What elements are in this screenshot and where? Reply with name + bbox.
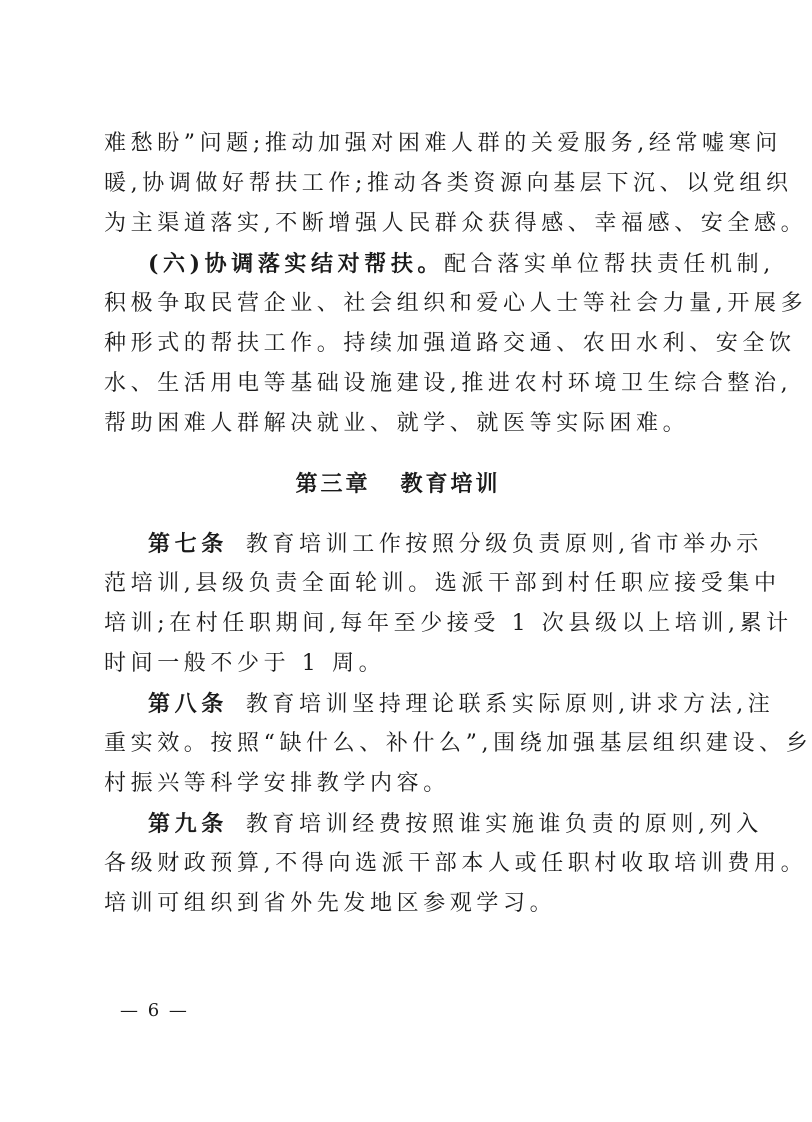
document-body (104, 124, 812, 924)
intro-line-1: 难愁盼”问题;推动加强对困难人群的关爱服务,经常嘘寒问 (104, 131, 782, 156)
article-seven-head: 第七条 (148, 531, 228, 557)
article-eight-text-1: 教育培训坚持理论联系实际原则,讲求方法,注 (245, 692, 775, 717)
article-eight-line-2: 重实效。按照“缺什么、补什么”,围绕加强基层组织建设、乡 (104, 731, 812, 756)
article-nine-head: 第九条 (148, 811, 228, 837)
intro-line-2: 暖,协调做好帮扶工作;推动各类资源向基层下沉、以党组织 (104, 171, 793, 196)
section-six-line-1 (104, 244, 775, 284)
chapter-number: 第三章 (295, 471, 371, 497)
page-number: — 6 — (120, 1000, 189, 1021)
article-nine-line-3: 培训可组织到省外先发地区参观学习。 (104, 891, 557, 916)
section-six-line-4: 水、生活用电等基础设施建设,推进农村环境卫生综合整治, (104, 371, 793, 396)
section-six-text-1: 配合落实单位帮扶责任机制, (444, 252, 775, 277)
section-six-heading: (六)协调落实结对帮扶。 (148, 251, 445, 277)
section-six-line-5: 帮助困难人群解决就业、就学、就医等实际困难。 (104, 411, 690, 436)
article-seven-line-4: 时间一般不少于 1 周。 (104, 651, 386, 676)
section-six-line-3: 种形式的帮扶工作。持续加强道路交通、农田水利、安全饮 (104, 331, 796, 356)
section-six-line-2: 积极争取民营企业、社会组织和爱心人士等社会力量,开展多 (104, 291, 808, 316)
article-eight-line-3: 村振兴等科学安排教学内容。 (104, 771, 450, 796)
intro-line-3: 为主渠道落实,不断增强人民群众获得感、幸福感、安全感。 (104, 211, 808, 236)
article-seven-text-1: 教育培训工作按照分级负责原则,省市举办示 (245, 532, 763, 557)
article-seven-line-2: 范培训,县级负责全面轮训。选派干部到村任职应接受集中 (104, 571, 781, 596)
article-eight-line-1 (104, 684, 775, 724)
article-seven-line-1 (104, 524, 763, 564)
article-seven-line-3: 培训;在村任职期间,每年至少接受 1 次县级以上培训,累计 (104, 611, 793, 636)
article-eight-head: 第八条 (148, 691, 228, 717)
article-nine-text-1: 教育培训经费按照谁实施谁负责的原则,列入 (245, 812, 763, 837)
chapter-heading (104, 444, 692, 524)
article-nine-line-1 (104, 804, 763, 844)
article-nine-line-2: 各级财政预算,不得向选派干部本人或任职村收取培训费用。 (104, 851, 808, 876)
chapter-title: 教育培训 (400, 471, 501, 497)
